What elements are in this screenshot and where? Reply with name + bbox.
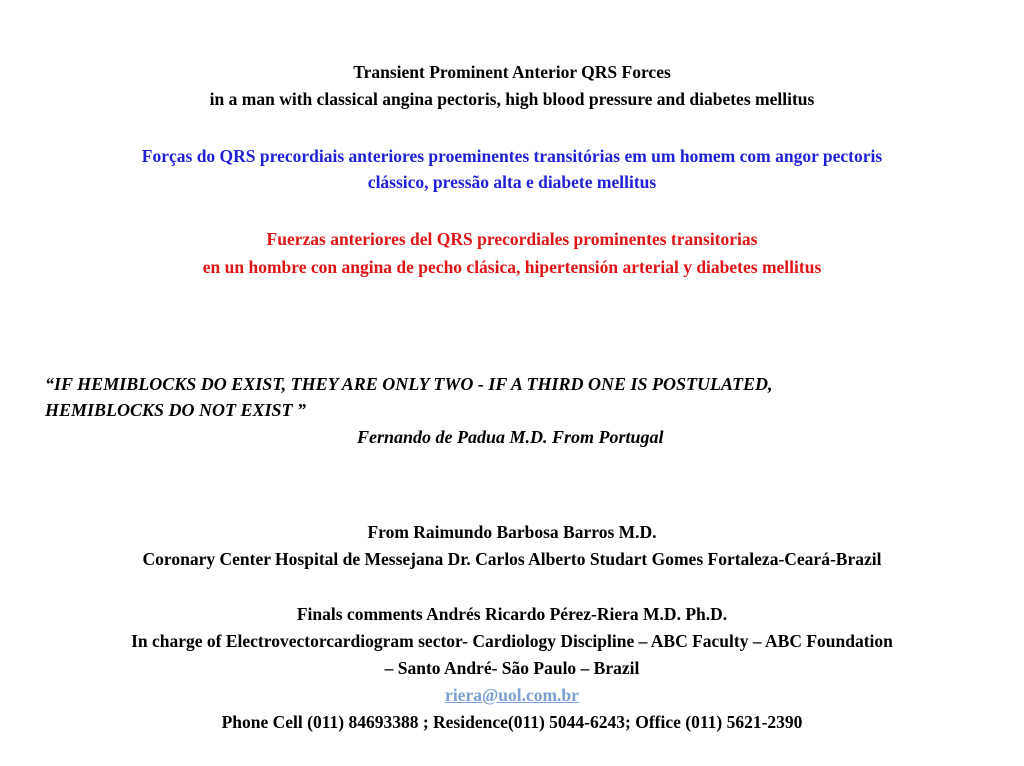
quote-line-2: HEMIBLOCKS DO NOT EXIST ” [45,400,307,420]
quote-attribution: Fernando de Padua M.D. From Portugal [357,427,664,447]
credit-phones: Phone Cell (011) 84693388 ; Residence(011) 5044-6243; Office (011) 5621-2390 [221,712,803,732]
title-portuguese-line-1: Forças do QRS precordiais anteriores proeminentes transitórias em um homem com angor pectoris [141,146,883,166]
title-english-line-2: in a man with classical angina pectoris, high blood pressure and diabetes mellitus [209,89,815,109]
email-line [0,684,1024,706]
email-link[interactable]: riera@uol.com.br [445,685,579,705]
title-spanish-line-1: Fuerzas anteriores del QRS precordiales prominentes transitorias [266,229,758,249]
title-spanish-line-2: en un hombre con angina de pecho clásica, hipertensión arterial y diabetes mellitus [202,257,822,277]
credit-comments-author: Finals comments Andrés Ricardo Pérez-Riera M.D. Ph.D. [296,604,728,624]
credit-location: – Santo André- São Paulo – Brazil [384,658,640,678]
title-portuguese-line-2: clássico, pressão alta e diabete mellitus [367,172,657,192]
title-english-line-1: Transient Prominent Anterior QRS Forces [353,62,671,82]
credit-institution: Coronary Center Hospital de Messejana Dr. Carlos Alberto Studart Gomes Fortaleza-Ceará-Brazil [142,549,882,569]
credit-author: From Raimundo Barbosa Barros M.D. [367,522,657,542]
credit-role: In charge of Electrovectorcardiogram sector- Cardiology Discipline – ABC Faculty – ABC Foundation [131,631,893,651]
quote-line-1: “IF HEMIBLOCKS DO EXIST, THEY ARE ONLY TWO - IF A THIRD ONE IS POSTULATED, [45,374,773,394]
